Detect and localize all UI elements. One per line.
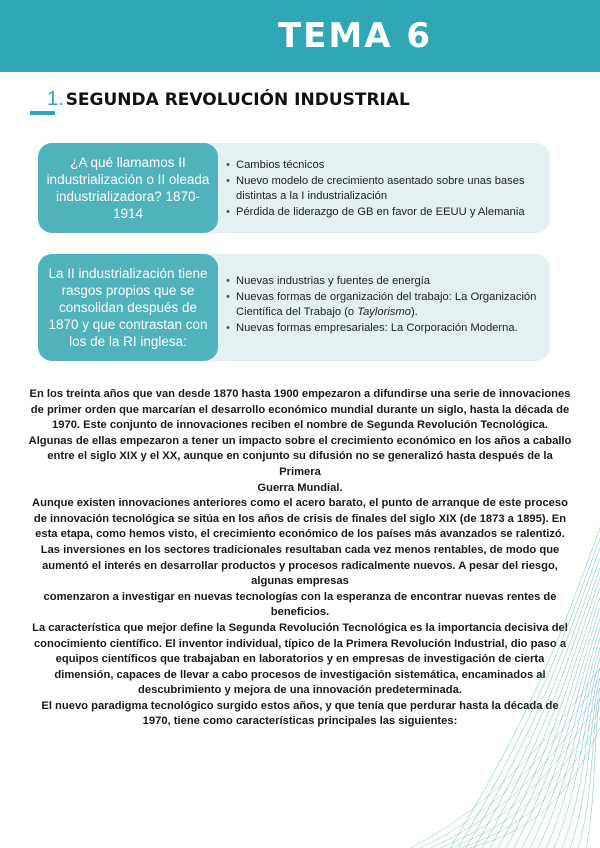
- paragraph: La característica que mejor define la Segunda Revolución Tecnológica es la importancia decisiva del conocimiento científico. El inventor individual, típico de la Primera Revolución Industrial, dio paso a equipos científicos que trabajaban en laboratorios y en empresas de investigación de cierta dimensión, capaces de llevar a cabo procesos de investigación sistemática, encaminados al descubrimiento y mejora de una innovación predeterminada.: [32, 621, 568, 697]
- paragraph: Algunas de ellas empezaron a tener un impacto sobre el crecimiento económico en los años a caballo entre el siglo XIX y el XX, aunque en conjunto su difusión no se generalizó hasta después de la Primera: [28, 434, 572, 478]
- section-heading: [47, 88, 410, 111]
- card-bullet-list: [226, 274, 546, 336]
- list-item: • Cambios técnicos: [226, 158, 546, 174]
- list-item: • Nuevas industrias y fuentes de energía: [226, 274, 546, 290]
- paragraph: El nuevo paradigma tecnológico surgido estos años, y que tenía que perdurar hasta la década de 1970, tiene como características principales las siguientes:: [41, 699, 559, 728]
- paragraph: En los treinta años que van desde 1870 hasta 1900 empezaron a difundirse una serie de innovaciones de primer orden que marcarían el desarrollo económico mundial durante un siglo, hasta la década de 1970. Este conjunto de innovaciones reciben el nombre de Segunda Revolución Tecnológica.: [29, 388, 571, 432]
- decorative-wave-lines: [410, 518, 600, 848]
- list-item: [226, 290, 546, 321]
- card-statement: La II industrialización tiene rasgos propios que se consolidan después de 1870 y que contrastan con los de la RI inglesa:: [38, 254, 218, 361]
- page-title: TEMA 6: [277, 16, 433, 56]
- section-number: 1.: [47, 88, 64, 110]
- summary-card-2: [38, 254, 550, 361]
- section-title: SEGUNDA REVOLUCIÓN INDUSTRIAL: [65, 90, 410, 110]
- list-item-tail: ).: [410, 306, 418, 318]
- title-banner: [0, 0, 600, 72]
- summary-card-1: [38, 143, 550, 233]
- card-bullet-list: [226, 158, 546, 220]
- paragraph: comenzaron a investigar en nuevas tecnologías con la esperanza de encontrar nuevas rentes de beneficios.: [43, 590, 557, 619]
- paragraph: Guerra Mundial.: [257, 481, 343, 494]
- list-item: • Nuevas formas empresariales: La Corporación Moderna.: [226, 321, 546, 337]
- list-item-text: Nuevas formas de organización del trabajo: La Organización Científica del Trabajo (o: [236, 290, 537, 318]
- paragraph: Aunque existen innovaciones anteriores como el acero barato, el punto de arranque de este proceso de innovación tecnológica se sitúa en los años de crisis de finales del siglo XIX (de 1873 a 1895). En esta etapa, como hemos visto, el crecimiento económico de los países más avanzados se ralentizó. Las inversiones en los sectores tradicionales resultaban cada vez menos rentables, de modo que aumentó el interés en desarrollar productos y procesos radicalmente nuevos. A pesar del riesgo, algunas empresas: [32, 497, 568, 588]
- list-item: • Nuevo modelo de crecimiento asentado sobre unas bases distintas a la I industrialización: [226, 174, 546, 205]
- list-item-emphasis: Taylorismo: [357, 306, 411, 318]
- card-question: ¿A qué llamamos II industrialización o II oleada industrializadora? 1870-1914: [38, 143, 218, 233]
- section-accent-bar: [30, 111, 55, 115]
- list-item: • Pérdida de liderazgo de GB en favor de EEUU y Alemania: [226, 205, 546, 221]
